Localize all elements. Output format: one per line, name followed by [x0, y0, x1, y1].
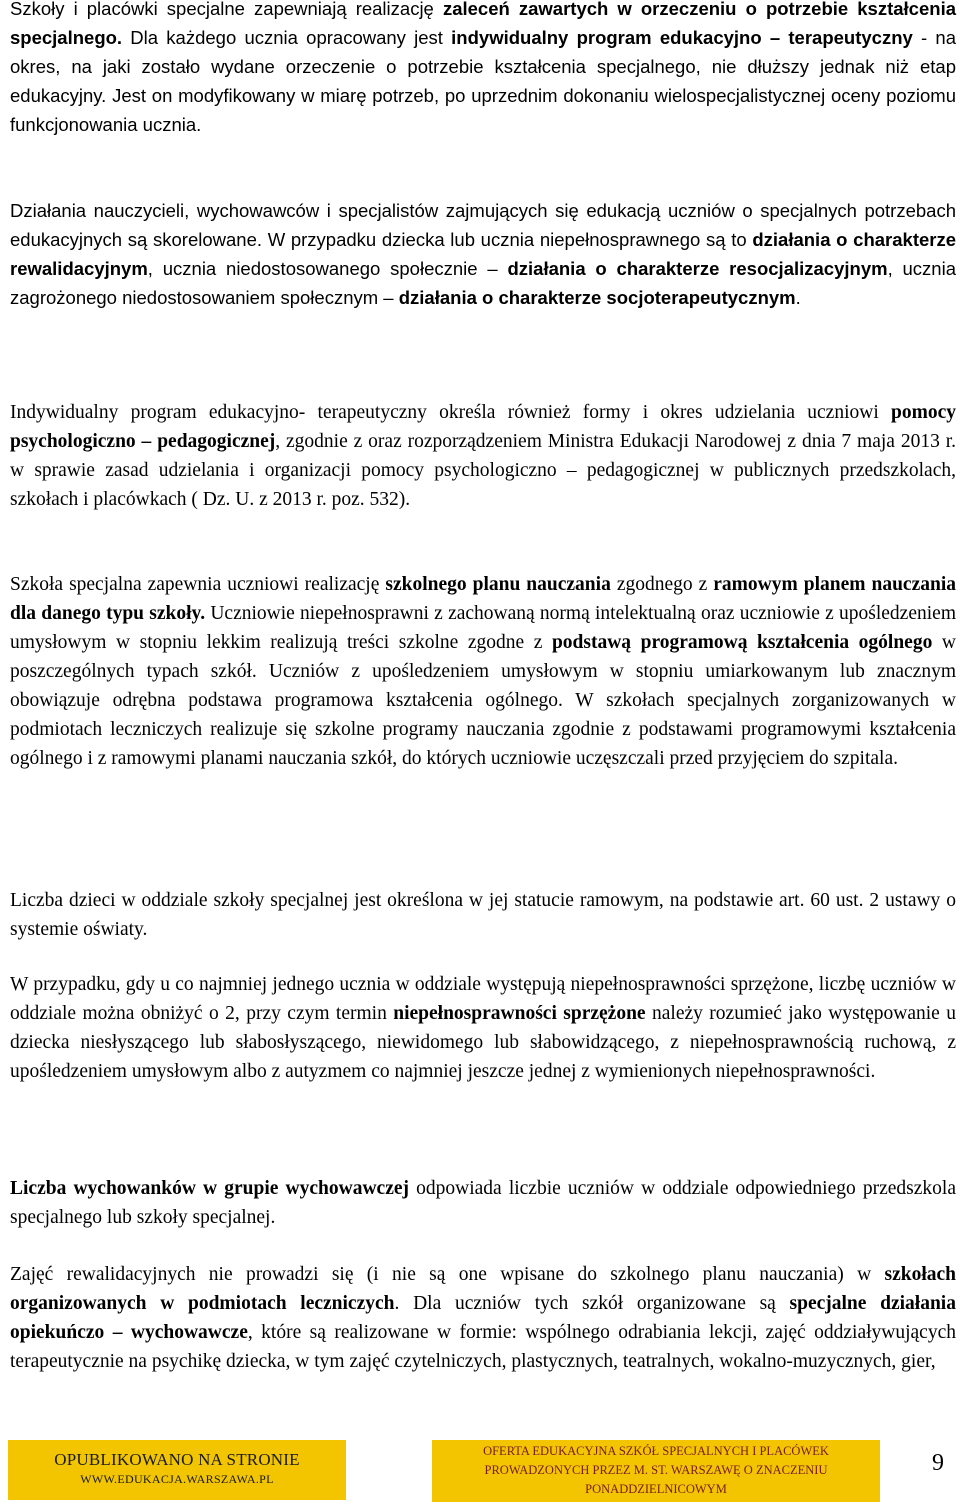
- bold-text-run: działania o charakterze rewalidacyjnym: [10, 229, 957, 279]
- text-run: Indywidualny program edukacyjno- terapeutyczny określa również formy i okres udzielania uczniowi: [10, 402, 891, 423]
- text-run: , ucznia zagrożonego niedostosowaniem społecznym –: [10, 258, 956, 308]
- bold-text-run: działania o charakterze socjoterapeutycznym: [398, 287, 796, 308]
- bold-text-run: działania o charakterze resocjalizacyjnym: [507, 258, 888, 279]
- footer-published-box: [8, 1440, 346, 1500]
- text-run: Szkoła specjalna zapewnia uczniowi realizację: [10, 574, 386, 595]
- paragraph-individual-program: [10, 398, 956, 514]
- text-run: W przypadku, gdy u co najmniej jednego ucznia w oddziale występują niepełnosprawności sprzężone, liczbę uczniów w oddziale można obniżyć o 2, przy czym termin: [10, 974, 956, 1024]
- footer-offer-line-2: PROWADZONYCH PRZEZ M. ST. WARSZAWĘ O ZNACZENIU: [484, 1463, 828, 1477]
- text-run: odpowiada liczbie uczniów w oddziale odpowiedniego przedszkola specjalnego lub szkoły specjalnej.: [10, 1178, 956, 1228]
- text-run: - na okres, na jaki zostało wydane orzeczenie o potrzebie kształcenia specjalnego, nie dłuższy jednak niż etap edukacyjny. Jest on modyfikowany w miarę potrzeb, po uprzednim dokonaniu wielospecjalistycznej oceny poziomu funkcjonowania ucznia.: [10, 27, 956, 135]
- text-run: należy rozumieć jako występowanie u dziecka niesłyszącego lub słabosłyszącego, niewidomego lub słabowidzącego, z niepełnosprawnością ruchową, z upośledzeniem umysłowym albo z autyzmem co najmniej jeszcze jednej z wymienionych niepełnosprawności.: [10, 1003, 956, 1082]
- footer-offer-line-3: PONADDZIELNICOWYM: [585, 1482, 727, 1496]
- text-run: Dla każdego ucznia opracowany jest: [122, 27, 452, 48]
- bold-text-run: Liczba wychowanków w grupie wychowawczej: [10, 1178, 409, 1199]
- bold-text-run: szkołach organizowanych w podmiotach leczniczych: [10, 1264, 956, 1314]
- text-run: , które są realizowane w formie: wspólnego odrabiania lekcji, zajęć oddziaływujących terapeutycznie na psychikę dziecka, w tym zajęć czytelniczych, plastycznych, teatralnych, wokalno-muzycznych, gier,: [10, 1322, 956, 1372]
- text-run: Działania nauczycieli, wychowawców i specjalistów zajmujących się edukacją uczniów o specjalnych potrzebach edukacyjnych są skorelowane. W przypadku dziecka lub ucznia niepełnosprawnego są to: [10, 200, 956, 250]
- bold-text-run: niepełnosprawności sprzężone: [393, 1003, 646, 1024]
- footer-published-label: OPUBLIKOWANO NA STRONIE: [54, 1450, 300, 1469]
- footer-offer-box: [432, 1440, 880, 1502]
- bold-text-run: zaleceń zawartych w orzeczeniu o potrzebie kształcenia specjalnego.: [10, 0, 956, 48]
- text-run: Zajęć rewalidacyjnych nie prowadzi się (i nie są one wpisane do szkolnego planu nauczania) w: [10, 1264, 885, 1285]
- bold-text-run: indywidualny program edukacyjno – terapeutyczny: [451, 27, 913, 48]
- text-run: Liczba dzieci w oddziale szkoły specjalnej jest określona w jej statucie ramowym, na podstawie art. 60 ust. 2 ustawy o systemie oświaty.: [10, 890, 956, 940]
- text-run: Uczniowie niepełnosprawni z zachowaną normą intelektualną oraz uczniowie z upośledzeniem umysłowym w stopniu lekkim realizują treści szkolne zgodne z: [10, 603, 956, 653]
- paragraph-multiple-disabilities: [10, 970, 956, 1086]
- text-run: w poszczególnych typach szkół. Uczniów z upośledzeniem umysłowym w stopniu umiarkowanym lub znacznym obowiązuje odrębna podstawa programowa kształcenia ogólnego. W szkołach specjalnych zorganizowanych w podmiotach leczniczych realizuje się szkolne programy nauczania zgodnie z podstawami programowymi kształcenia ogólnego i z ramowymi planami nauczania szkół, do których uczniowie uczęszczali przed przyjęciem do szpitala.: [10, 632, 956, 769]
- paragraph-curriculum: [10, 570, 956, 773]
- paragraph-special-schools-intro: [10, 0, 956, 139]
- text-run: , zgodnie z oraz rozporządzeniem Ministra Edukacji Narodowej z dnia 7 maja 2013 r. w sprawie zasad udzielania i organizacji pomocy psychologiczno – pedagogicznej w publicznych przedszkolach, szkołach i placówkach ( Dz. U. z 2013 r. poz. 532).: [10, 431, 956, 510]
- footer-website-link[interactable]: WWW.EDUKACJA.WARSZAWA.PL: [80, 1472, 274, 1486]
- paragraph-class-size: [10, 886, 956, 944]
- text-run: . Dla uczniów tych szkół organizowane są: [394, 1293, 790, 1314]
- page-number: 9: [932, 1450, 944, 1476]
- text-run: .: [795, 287, 801, 308]
- paragraph-hospital-schools: [10, 1260, 956, 1376]
- bold-text-run: szkolnego planu nauczania: [385, 574, 611, 595]
- paragraph-group-size: [10, 1174, 956, 1232]
- bold-text-run: podstawą programową kształcenia ogólnego: [551, 632, 933, 653]
- bold-text-run: ramowym planem nauczania dla danego typu szkoły.: [10, 574, 957, 624]
- text-run: , ucznia niedostosowanego społecznie –: [147, 258, 508, 279]
- bold-text-run: specjalne działania opiekuńczo – wychowawcze: [10, 1293, 956, 1343]
- paragraph-teacher-actions: [10, 196, 956, 312]
- text-run: Szkoły i placówki specjalne zapewniają realizację: [10, 0, 443, 19]
- text-run: zgodnego z: [610, 574, 714, 595]
- footer-offer-line-1: OFERTA EDUKACYJNA SZKÓŁ SPECJALNYCH I PLACÓWEK: [483, 1444, 829, 1458]
- bold-text-run: pomocy psychologiczno – pedagogicznej: [10, 402, 956, 452]
- page-footer: [0, 1436, 960, 1504]
